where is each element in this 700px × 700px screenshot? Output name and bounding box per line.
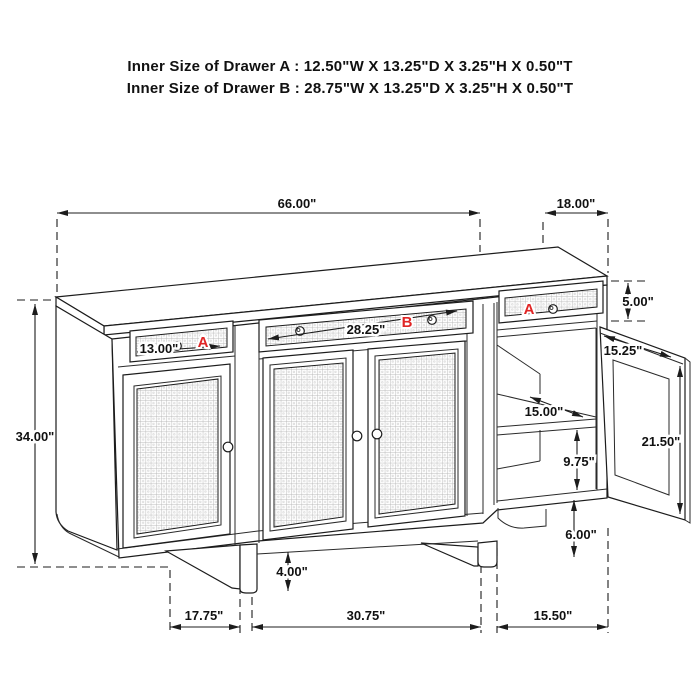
open-door-width-label: 15.25" [603,343,643,358]
drawer-a-width-label: 13.00" [139,341,179,356]
drawer-face-height-label: 5.00" [622,294,654,309]
bottom-to-floor-label: 6.00" [565,527,597,542]
right-arched-apron [498,508,546,528]
dim-leg-height [276,552,307,591]
drawer-a-left-marker: A [197,334,209,351]
overall-width-label: 66.00" [277,196,317,211]
drawer-b-marker: B [401,314,413,331]
middle-section-width-label: 30.75" [346,608,386,623]
left-side-panel [56,306,117,550]
leg-height-label: 4.00" [276,564,308,579]
left-door-cane-panel [137,379,218,534]
middle-right-door-knob [372,429,382,439]
right-bracket-leg [421,543,478,566]
right-stile-leg [478,541,497,567]
drawer-b-inner-size-text: Inner Size of Drawer B : 28.75"W X 13.25"D X 3.25"H X 0.50"T [126,80,574,97]
middle-left-door-cane-panel [274,363,343,527]
overall-height-label: 34.00" [15,429,55,444]
left-door-knob [223,442,233,452]
left-section-depth-label: 17.75" [184,608,224,623]
middle-right-door-cane-panel [379,353,455,514]
middle-left-door-knob [352,431,362,441]
right-section-width-label: 15.50" [533,608,573,623]
left-door [123,364,233,548]
drawer-b-width-label: 28.25" [346,322,386,337]
drawer-a-right-marker: A [523,301,535,318]
shelf-depth-label: 15.00" [524,404,564,419]
left-bracket-leg [166,545,240,589]
dim-overall-width [57,196,480,213]
middle-right-door [368,341,465,527]
shelf-to-bottom-label: 9.75" [563,454,595,469]
open-door-height-label: 21.50" [641,434,681,449]
dim-bottom-to-floor [565,500,596,557]
drawer-a-inner-size-text: Inner Size of Drawer A : 12.50"W X 13.25"D X 3.25"H X 0.50"T [127,58,573,75]
middle-left-door [263,350,362,540]
dim-overall-depth [545,196,608,213]
overall-depth-label: 18.00" [556,196,596,211]
left-stile-leg [240,544,257,593]
